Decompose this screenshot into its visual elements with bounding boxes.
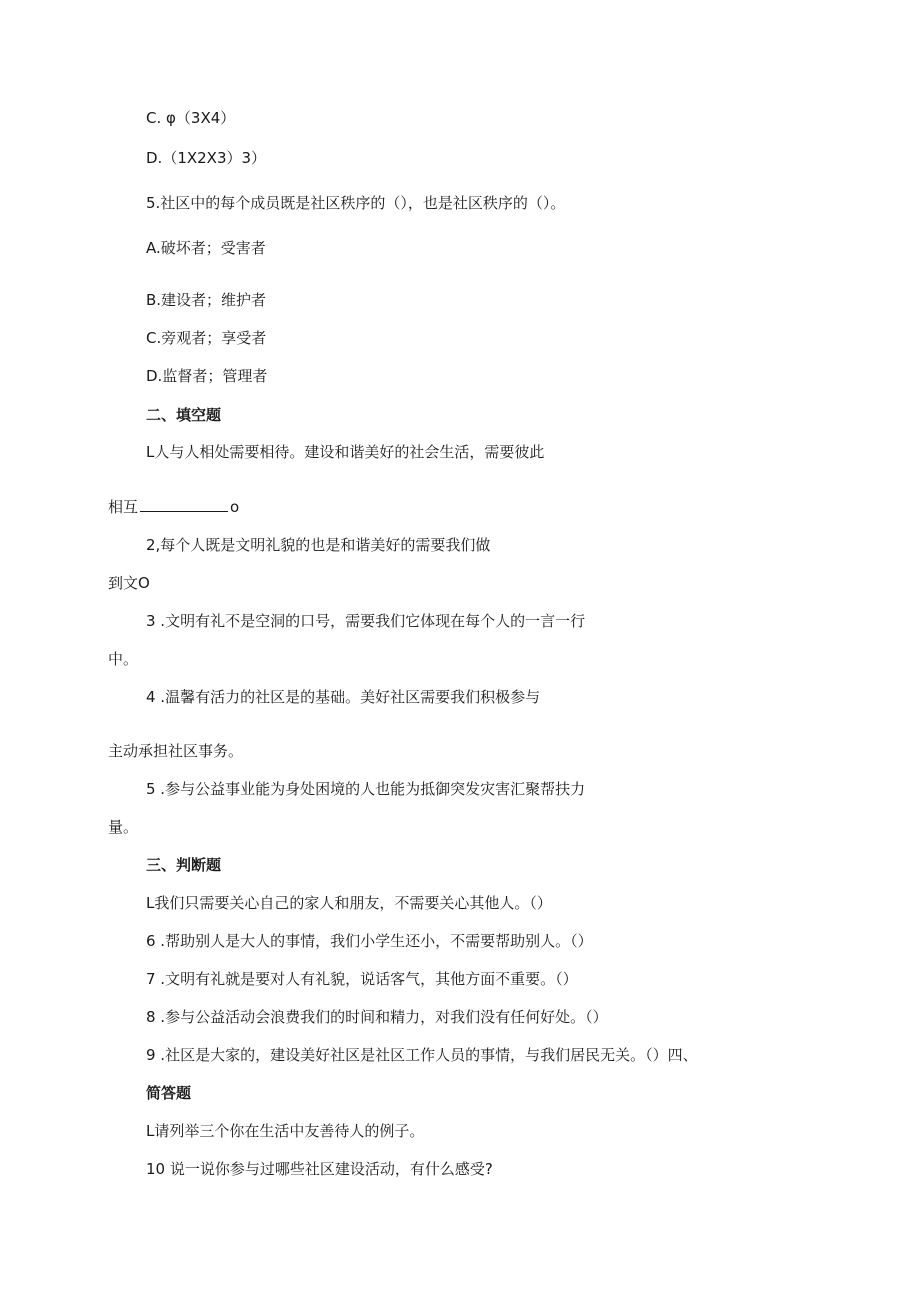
- option-d-line: D.（1X2X3）3）: [146, 149, 267, 167]
- fill-question-2-continued: 到文O: [108, 574, 150, 592]
- option-b: B.建设者；维护者: [146, 291, 267, 309]
- fill-question-5-continued: 量。: [108, 818, 139, 836]
- fill-question-4-continued: 主动承担社区事务。: [108, 742, 244, 760]
- short-answer-question-1: L请列举三个你在生活中友善待人的例子。: [146, 1122, 425, 1140]
- fill-question-3: 3 .文明有礼不是空洞的口号，需要我们它体现在每个人的一言一行: [146, 612, 586, 630]
- fill-question-4: 4 .温馨有活力的社区是的基础。美好社区需要我们积极参与: [146, 688, 541, 706]
- question-5: 5.社区中的每个成员既是社区秩序的（），也是社区秩序的（）。: [146, 194, 566, 212]
- option-c: C.旁观者；享受者: [146, 329, 267, 347]
- judge-question-8: 8 .参与公益活动会浪费我们的时间和精力，对我们没有任何好处。（）: [146, 1008, 608, 1026]
- judge-question-1: L我们只需要关心自己的家人和朋友，不需要关心其他人。（）: [146, 894, 552, 912]
- judge-question-7: 7 .文明有礼就是要对人有礼貌，说话客气，其他方面不重要。（）: [146, 970, 578, 988]
- text: o: [230, 498, 240, 516]
- fill-question-5: 5 .参与公益事业能为身处困境的人也能为抵御突发灾害汇聚帮扶力: [146, 780, 586, 798]
- short-answer-question-10: 10 说一说你参与过哪些社区建设活动，有什么感受?: [146, 1160, 493, 1178]
- text: 相互: [108, 498, 139, 516]
- option-a: A.破坏者；受害者: [146, 239, 266, 257]
- fill-question-2: 2,每个人既是文明礼貌的也是和谐美好的需要我们做: [146, 536, 491, 554]
- section-heading-fill-blank: 二、填空题: [146, 406, 222, 424]
- section-heading-short-answer: 简答题: [146, 1084, 192, 1102]
- answer-blank: [140, 497, 228, 512]
- fill-question-1: L人与人相处需要相待。建设和谐美好的社会生活，需要彼此: [146, 443, 545, 461]
- section-heading-judge: 三、判断题: [146, 856, 222, 874]
- judge-question-9: 9 .社区是大家的，建设美好社区是社区工作人员的事情，与我们居民无关。（）四、: [146, 1046, 698, 1064]
- option-d: D.监督者；管理者: [146, 367, 268, 385]
- fill-question-3-continued: 中。: [108, 650, 139, 668]
- judge-question-6: 6 .帮助别人是大人的事情，我们小学生还小，不需要帮助别人。（）: [146, 932, 593, 950]
- fill-question-1-continued: [108, 497, 239, 517]
- option-c-line: C. φ（3X4）: [146, 109, 236, 127]
